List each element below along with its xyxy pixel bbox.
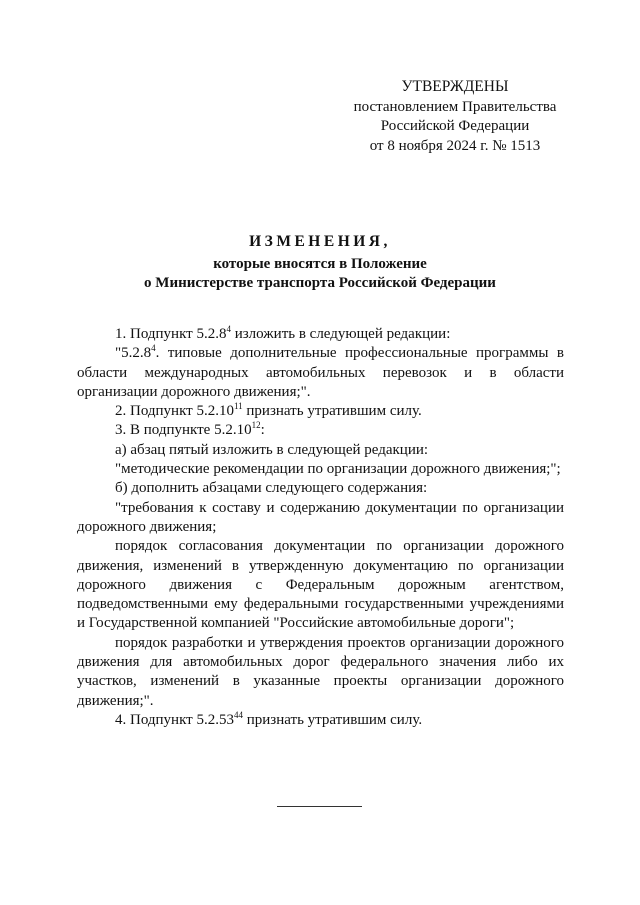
paragraph-6: "методические рекомендации по организации дорожного движения;"; [115, 461, 561, 478]
footnote-ref: 4 [151, 343, 156, 354]
paragraph-9: порядок согласования документации по организации дорожного движения, изменений в утвержденную документацию по организации дорожного движения с Федеральным дорожным агентством, подведомственными ему федеральными государственными учреждениями и Государственной компанией "Российские автомобильные дороги"; [77, 538, 564, 632]
paragraph-2: "5.2.8$^4$. типовые дополнительные профессиональные программы в области международных автомобильных перевозок и в области организации дорожного движения;". [77, 343, 564, 400]
paragraph-1: 1. Подпункт 5.2.8$^4$ изложить в следующей редакции: [115, 324, 451, 342]
paragraph-3: 2. Подпункт 5.2.10$^{11}$ признать утратившим силу. [115, 401, 422, 420]
footnote-ref: 4 [226, 324, 231, 334]
document-title: ИЗМЕНЕНИЯ, [249, 233, 391, 250]
closing-divider [277, 806, 362, 807]
approval-block [330, 77, 580, 156]
paragraph-5: а) абзац пятый изложить в следующей редакции: [115, 441, 429, 458]
subtitle-line-1: которые вносятся в Положение [213, 256, 427, 272]
document-body [77, 325, 564, 730]
footnote-ref: 11 [233, 401, 243, 412]
paragraph-4: 3. В подпункте 5.2.10$^{12}$: [115, 420, 265, 439]
footnote-ref: 12 [251, 420, 261, 431]
footnote-ref: 44 [233, 709, 243, 720]
approval-line-2: Российской Федерации [380, 118, 530, 134]
document-subtitle [0, 255, 640, 293]
paragraph-7: б) дополнить абзацами следующего содержания: [115, 480, 428, 497]
approval-heading: УТВЕРЖДЕНЫ [401, 78, 509, 95]
paragraph-11: 4. Подпункт 5.2.53$^{44}$ признать утратившим силу. [115, 709, 423, 728]
paragraph-8: "требования к составу и содержанию документации по организации дорожного движения; [77, 499, 564, 535]
approval-line-1: постановлением Правительства [353, 98, 557, 115]
approval-line-3: от 8 ноября 2024 г. № 1513 [369, 137, 541, 154]
subtitle-line-2: о Министерстве транспорта Российской Федерации [144, 275, 496, 291]
paragraph-10: порядок разработки и утверждения проектов организации дорожного движения для автомобильных дорог федерального значения либо их участков, изменений в указанные проекты организации дорожного движения;". [77, 634, 564, 709]
